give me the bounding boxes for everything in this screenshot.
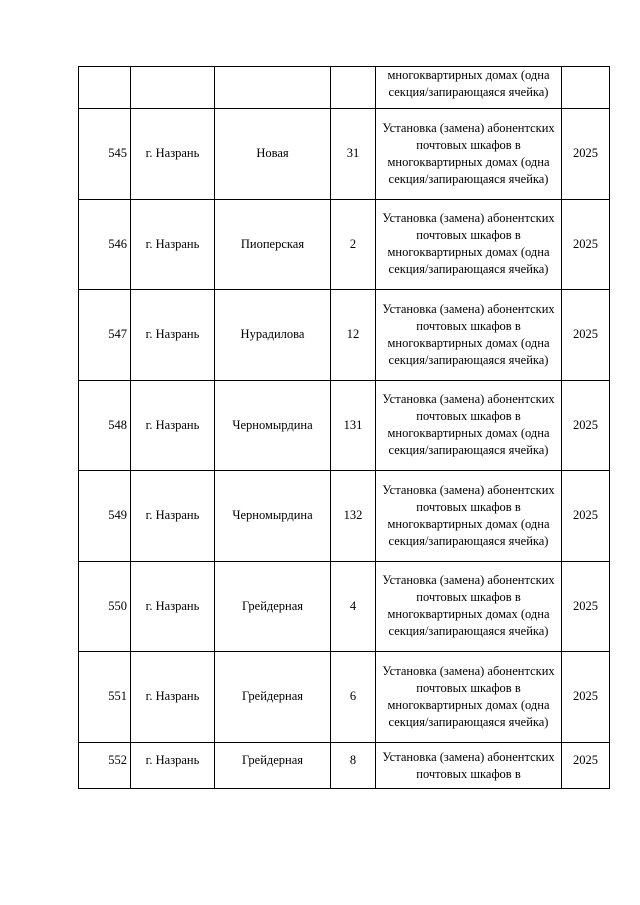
table-row (79, 290, 610, 381)
cell-year: 2025 (562, 199, 610, 290)
cell-work: многоквартирных домах (одна секция/запирающаяся ячейка) (376, 67, 562, 109)
cell-city (131, 67, 215, 109)
cell-num: 549 (79, 471, 131, 562)
table-row (79, 471, 610, 562)
address-table (78, 66, 610, 789)
cell-city: г. Назрань (131, 199, 215, 290)
table-row (79, 652, 610, 743)
cell-city: г. Назрань (131, 652, 215, 743)
cell-city: г. Назрань (131, 290, 215, 381)
cell-num: 545 (79, 109, 131, 200)
cell-street: Черномырдина (215, 380, 331, 471)
cell-num: 548 (79, 380, 131, 471)
cell-year: 2025 (562, 652, 610, 743)
cell-num: 546 (79, 199, 131, 290)
cell-num (79, 67, 131, 109)
cell-street: Грейдерная (215, 652, 331, 743)
cell-year: 2025 (562, 742, 610, 788)
cell-house: 8 (331, 742, 376, 788)
cell-city: г. Назрань (131, 561, 215, 652)
cell-num: 551 (79, 652, 131, 743)
cell-year: 2025 (562, 109, 610, 200)
table-row (79, 199, 610, 290)
cell-street: Грейдерная (215, 561, 331, 652)
cell-work: Установка (замена) абонентских почтовых шкафов в многоквартирных домах (одна секция/запирающаяся ячейка) (376, 380, 562, 471)
cell-street: Нурадилова (215, 290, 331, 381)
cell-house: 131 (331, 380, 376, 471)
table-row (79, 380, 610, 471)
table-row (79, 561, 610, 652)
cell-house: 12 (331, 290, 376, 381)
cell-num: 547 (79, 290, 131, 381)
cell-year: 2025 (562, 471, 610, 562)
cell-work: Установка (замена) абонентских почтовых шкафов в многоквартирных домах (одна секция/запирающаяся ячейка) (376, 471, 562, 562)
cell-work: Установка (замена) абонентских почтовых шкафов в многоквартирных домах (одна секция/запирающаяся ячейка) (376, 109, 562, 200)
cell-work: Установка (замена) абонентских почтовых шкафов в многоквартирных домах (одна секция/запирающаяся ячейка) (376, 199, 562, 290)
cell-work: Установка (замена) абонентских почтовых шкафов в многоквартирных домах (одна секция/запирающаяся ячейка) (376, 652, 562, 743)
cell-house: 4 (331, 561, 376, 652)
cell-work: Установка (замена) абонентских почтовых шкафов в многоквартирных домах (одна секция/запирающаяся ячейка) (376, 561, 562, 652)
cell-city: г. Назрань (131, 109, 215, 200)
table-row (79, 109, 610, 200)
cell-year (562, 67, 610, 109)
cell-house: 6 (331, 652, 376, 743)
cell-street: Новая (215, 109, 331, 200)
cell-year: 2025 (562, 290, 610, 381)
cell-house: 132 (331, 471, 376, 562)
cell-num: 550 (79, 561, 131, 652)
cell-street (215, 67, 331, 109)
cell-num: 552 (79, 742, 131, 788)
cell-city: г. Назрань (131, 380, 215, 471)
cell-street: Грейдерная (215, 742, 331, 788)
cell-work: Установка (замена) абонентских почтовых шкафов в многоквартирных домах (одна секция/запирающаяся ячейка) (376, 290, 562, 381)
cell-city: г. Назрань (131, 742, 215, 788)
cell-house: 31 (331, 109, 376, 200)
cell-house: 2 (331, 199, 376, 290)
table-row (79, 742, 610, 788)
table-row-continued (79, 67, 610, 109)
cell-work: Установка (замена) абонентских почтовых шкафов в (376, 742, 562, 788)
cell-house (331, 67, 376, 109)
cell-year: 2025 (562, 561, 610, 652)
cell-street: Пиоперская (215, 199, 331, 290)
cell-year: 2025 (562, 380, 610, 471)
cell-city: г. Назрань (131, 471, 215, 562)
cell-street: Черномырдина (215, 471, 331, 562)
